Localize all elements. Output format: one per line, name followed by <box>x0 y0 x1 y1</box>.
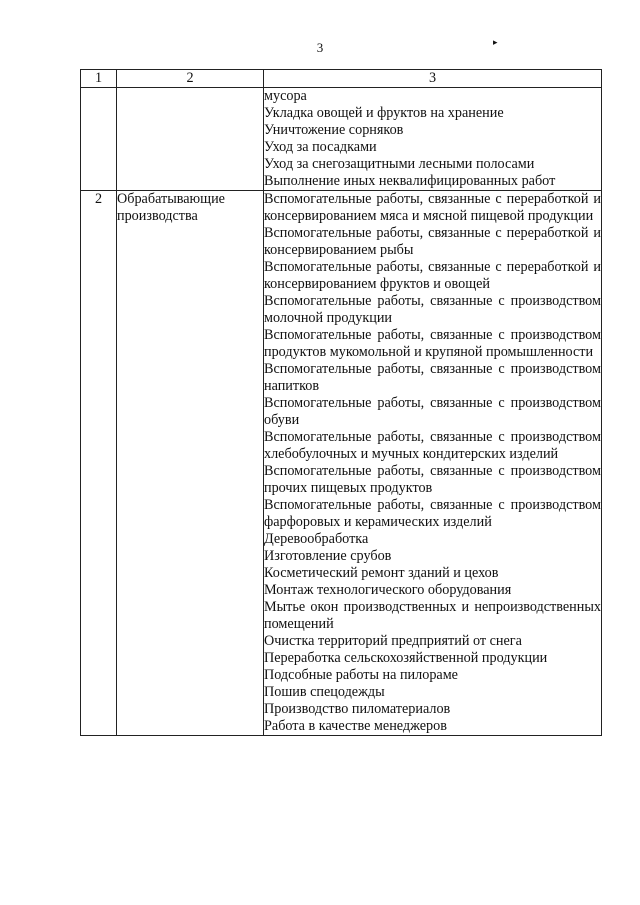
list-item: Уничтожение сорняков <box>264 122 404 138</box>
list-item: Монтаж технологического оборудования <box>264 582 512 598</box>
list-item: Работа в качестве менеджеров <box>264 718 447 734</box>
list-item: Вспомогательные работы, связанные с производством молочной продукции <box>264 293 601 326</box>
header-cell: 2 <box>117 70 264 88</box>
section-name: Обрабатывающие производства <box>117 191 264 736</box>
list-item: Вспомогательные работы, связанные с переработкой и консервированием рыбы <box>264 225 601 258</box>
activities-table <box>80 69 602 736</box>
list-item: Вспомогательные работы, связанные с производством хлебобулочных и мучных кондитерских изделий <box>264 429 601 462</box>
list-item: Подсобные работы на пилораме <box>264 667 458 683</box>
list-item: Вспомогательные работы, связанные с производством продуктов мукомольной и крупяной промышленности <box>264 327 601 360</box>
list-item: Вспомогательные работы, связанные с производством прочих пищевых продуктов <box>264 463 601 496</box>
list-item: Вспомогательные работы, связанные с производством фарфоровых и керамических изделий <box>264 497 601 530</box>
list-item: Деревообработка <box>264 531 369 547</box>
list-item: Укладка овощей и фруктов на хранение <box>264 105 504 121</box>
list-item: Вспомогательные работы, связанные с переработкой и консервированием мяса и мясной пищевой продукции <box>264 191 601 224</box>
list-item: Изготовление срубов <box>264 548 392 564</box>
page-number: 3 <box>316 40 324 55</box>
list-item: Пошив спецодежды <box>264 684 385 700</box>
list-item: Вспомогательные работы, связанные с производством напитков <box>264 361 601 394</box>
row-number <box>81 88 117 191</box>
list-item: Косметический ремонт зданий и цехов <box>264 565 499 581</box>
work-list <box>264 191 602 736</box>
list-item: Вспомогательные работы, связанные с переработкой и консервированием фруктов и овощей <box>264 259 601 292</box>
list-item: мусора <box>264 88 307 104</box>
table-row <box>81 88 602 191</box>
work-list <box>264 88 602 191</box>
header-cell: 3 <box>264 70 602 88</box>
list-item: Переработка сельскохозяйственной продукции <box>264 650 548 666</box>
table-row <box>81 191 602 736</box>
table-header-row <box>81 70 602 88</box>
list-item: Уход за посадками <box>264 139 377 155</box>
section-name <box>117 88 264 191</box>
list-item: Вспомогательные работы, связанные с производством обуви <box>264 395 601 428</box>
scan-speck: ▸ <box>493 37 498 47</box>
row-number: 2 <box>81 191 117 736</box>
list-item: Уход за снегозащитными лесными полосами <box>264 156 535 172</box>
header-cell: 1 <box>81 70 117 88</box>
list-item: Производство пиломатериалов <box>264 701 451 717</box>
list-item: Выполнение иных неквалифицированных работ <box>264 173 556 189</box>
list-item: Мытье окон производственных и непроизводственных помещений <box>264 599 601 632</box>
list-item: Очистка территорий предприятий от снега <box>264 633 522 649</box>
